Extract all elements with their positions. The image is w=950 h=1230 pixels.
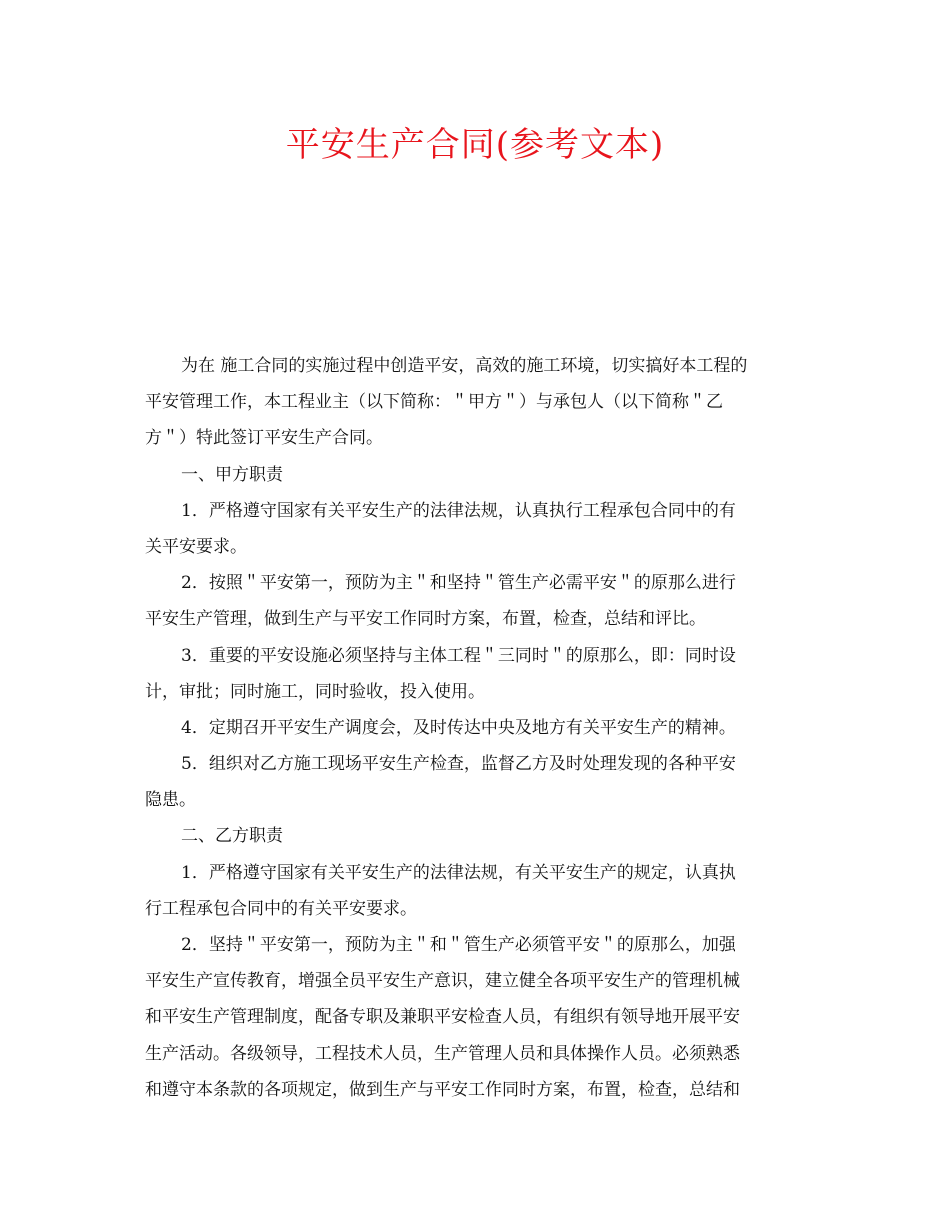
text-line: 行工程承包合同中的有关平安要求。 xyxy=(145,898,417,919)
document-body xyxy=(145,348,807,1108)
document-title: 平安生产合同(参考文本) xyxy=(285,125,665,165)
text-line: 和遵守本条款的各项规定，做到生产与平安工作同时方案，布置，检查，总结和 xyxy=(145,1079,740,1100)
text-line: 关平安要求。 xyxy=(145,536,247,557)
text-line: 2．坚持＂平安第一，预防为主＂和＂管生产必须管平安＂的原那么，加强 xyxy=(181,935,736,955)
text-line: 平安生产宣传教育，增强全员平安生产意识，建立健全各项平安生产的管理机械 xyxy=(145,971,740,992)
text-line: 1．严格遵守国家有关平安生产的法律法规，认真执行工程承包合同中的有 xyxy=(181,500,736,521)
text-line: 平安生产管理，做到生产与平安工作同时方案，布置，检查，总结和评比。 xyxy=(145,609,706,630)
text-line: 1．严格遵守国家有关平安生产的法律法规，有关平安生产的规定，认真执 xyxy=(181,862,736,883)
text-line: 4．定期召开平安生产调度会，及时传达中央及地方有关平安生产的精神。 xyxy=(181,717,736,738)
text-line: 2．按照＂平安第一，预防为主＂和坚持＂管生产必需平安＂的原那么进行 xyxy=(181,573,736,594)
text-line: 5．组织对乙方施工现场平安生产检查，监督乙方及时处理发现的各种平安 xyxy=(181,754,736,775)
text-line: 和平安生产管理制度，配备专职及兼职平安检查人员，有组织有领导地开展平安 xyxy=(145,1007,740,1028)
text-line: 二、乙方职责 xyxy=(181,826,283,847)
text-line: 3．重要的平安设施必须坚持与主体工程＂三同时＂的原那么，即：同时设 xyxy=(181,645,736,666)
text-line: 为在 施工合同的实施过程中创造平安，高效的施工环境，切实搞好本工程的 xyxy=(181,356,748,376)
text-line: 隐患。 xyxy=(145,790,196,811)
text-line: 平安管理工作，本工程业主（以下简称：＂甲方＂）与承包人（以下简称＂乙 xyxy=(145,392,723,413)
text-line: 方＂）特此签订平安生产合同。 xyxy=(145,428,383,449)
text-line: 生产活动。各级领导，工程技术人员，生产管理人员和具体操作人员。必须熟悉 xyxy=(145,1043,740,1064)
text-line: 一、甲方职责 xyxy=(181,464,283,485)
text-line: 计，审批；同时施工，同时验收，投入使用。 xyxy=(145,681,485,702)
